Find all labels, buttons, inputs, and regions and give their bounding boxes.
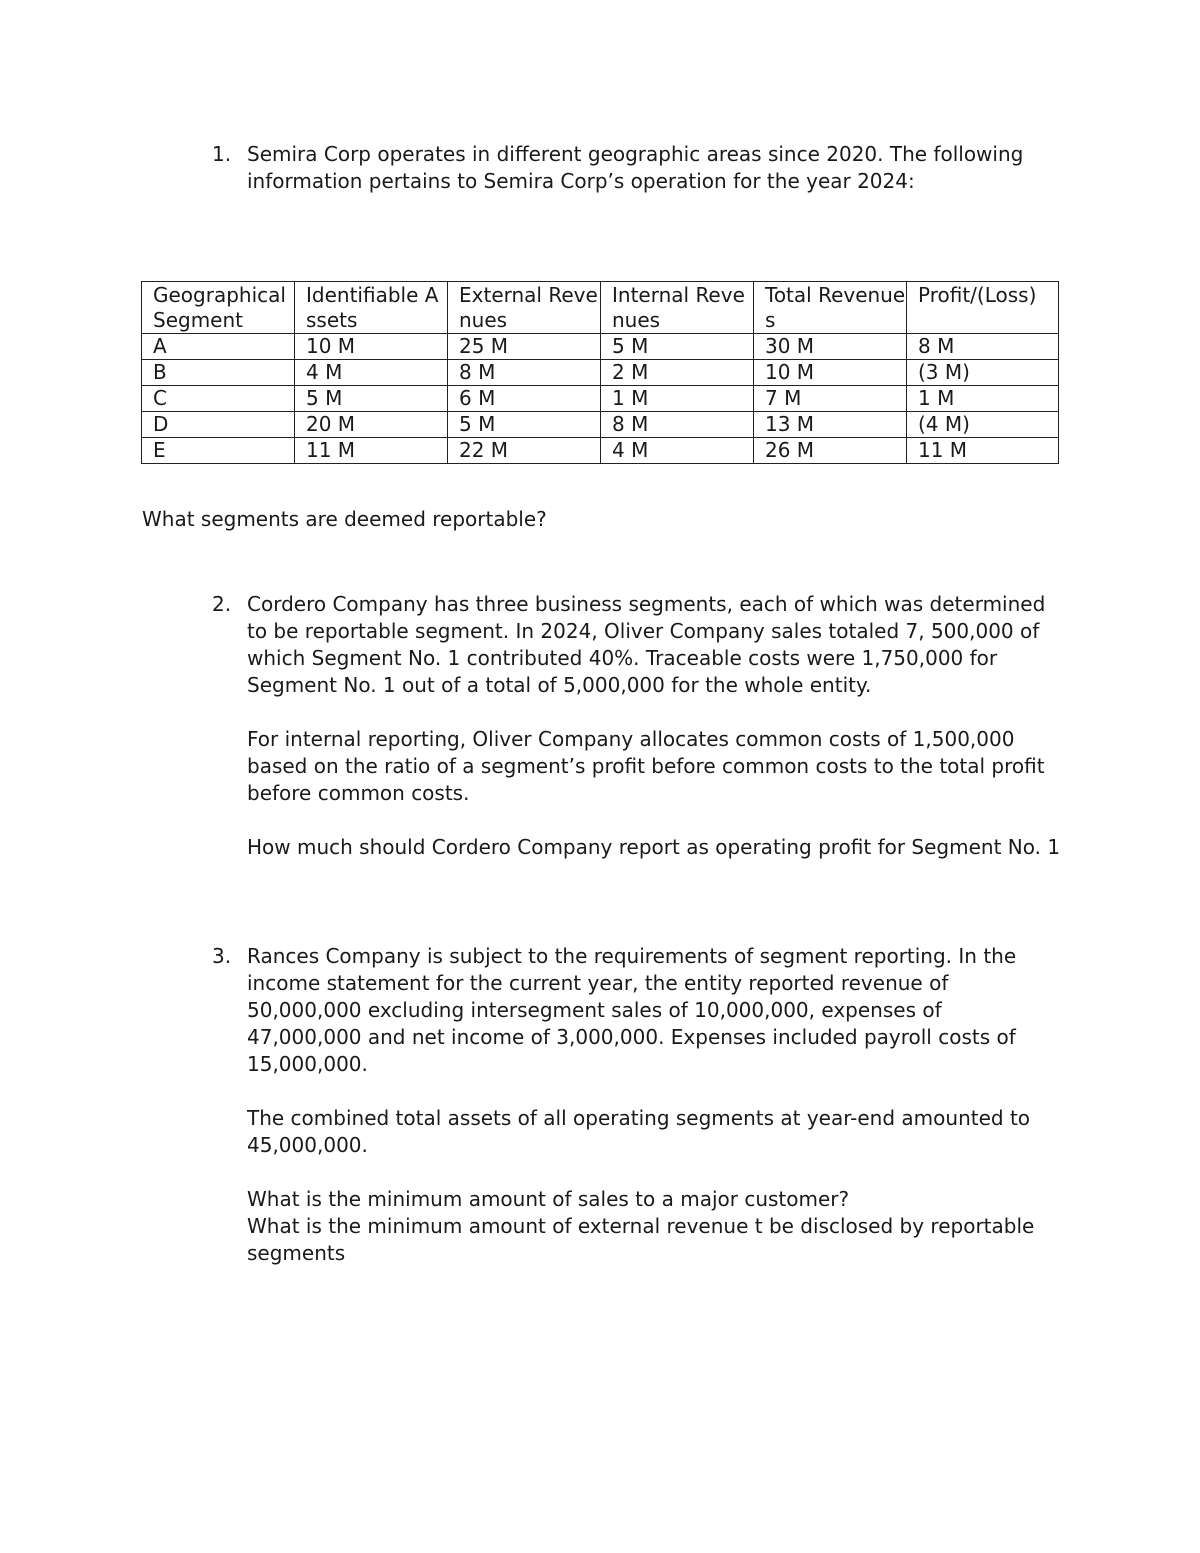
question-2-paragraph: Cordero Company has three business segments, each of which was determined to be reportable segment. In 2024, Oliver Company sales totaled 7, 500,000 of which Segment No. 1 contributed 40%. Traceable costs were 1,750,000 for Segment No. 1 out of a total of 5,000,000 for the whole entity.: [247, 592, 1046, 697]
segment-table: [141, 281, 1059, 464]
table-cell: (4 M): [907, 412, 1059, 438]
question-3-prompt-line: What is the minimum amount of external revenue t be disclosed by reportable segments: [247, 1214, 1035, 1265]
table-cell: 5 M: [448, 412, 601, 438]
question-2-paragraph: For internal reporting, Oliver Company allocates common costs of 1,500,000 based on the ratio of a segment’s profit before common costs to the total profit before common costs.: [247, 727, 1045, 805]
table-header-cell: Internal Revenues: [601, 282, 754, 334]
table-cell: 13 M: [754, 412, 907, 438]
table-cell: 30 M: [754, 334, 907, 360]
question-3-number: 3.: [212, 944, 232, 968]
table-cell: B: [142, 360, 295, 386]
table-header-cell: Geographical Segment: [142, 282, 295, 334]
table-cell: D: [142, 412, 295, 438]
question-3-paragraph: Rances Company is subject to the requirements of segment reporting. In the income statement for the current year, the entity reported revenue of 50,000,000 excluding intersegment sales of 10,000,000, expenses of 47,000,000 and net income of 3,000,000. Expenses included payroll costs of 15,000,000.: [247, 944, 1017, 1076]
question-2: [212, 591, 1062, 861]
question-2-number: 2.: [212, 592, 232, 616]
question-1-prompt: What segments are deemed reportable?: [142, 507, 547, 531]
question-3-prompt: [247, 1186, 1062, 1267]
table-cell: 4 M: [295, 360, 448, 386]
table-cell: 8 M: [601, 412, 754, 438]
question-1: [212, 141, 1062, 195]
table-cell: 11 M: [295, 438, 448, 464]
table-cell: 25 M: [448, 334, 601, 360]
table-cell: 22 M: [448, 438, 601, 464]
table-cell: 20 M: [295, 412, 448, 438]
table-cell: 2 M: [601, 360, 754, 386]
table-cell: 8 M: [907, 334, 1059, 360]
table-cell: E: [142, 438, 295, 464]
table-cell: 1 M: [907, 386, 1059, 412]
table-row: [142, 412, 1059, 438]
table-cell: 8 M: [448, 360, 601, 386]
table-cell: 5 M: [601, 334, 754, 360]
question-1-number: 1.: [212, 142, 232, 166]
table-cell: C: [142, 386, 295, 412]
table-cell: 10 M: [754, 360, 907, 386]
table-header-cell: Profit/(Loss): [907, 282, 1059, 334]
table-row: [142, 334, 1059, 360]
question-1-text: Semira Corp operates in different geographic areas since 2020. The following information pertains to Semira Corp’s operation for the year 2024:: [247, 142, 1024, 193]
table-cell: 1 M: [601, 386, 754, 412]
table-cell: 26 M: [754, 438, 907, 464]
table-cell: 10 M: [295, 334, 448, 360]
table-row: [142, 438, 1059, 464]
table-row: [142, 386, 1059, 412]
table-cell: A: [142, 334, 295, 360]
question-3-prompt-line: What is the minimum amount of sales to a major customer?: [247, 1187, 850, 1211]
table-header-cell: Identifiable Assets: [295, 282, 448, 334]
table-header-cell: Total Revenues: [754, 282, 907, 334]
table-header-cell: External Revenues: [448, 282, 601, 334]
question-2-prompt: How much should Cordero Company report as operating profit for Segment No. 1: [247, 835, 1061, 859]
table-cell: 5 M: [295, 386, 448, 412]
table-header-row: [142, 282, 1059, 334]
table-cell: 4 M: [601, 438, 754, 464]
table-cell: 11 M: [907, 438, 1059, 464]
table-row: [142, 360, 1059, 386]
table-cell: (3 M): [907, 360, 1059, 386]
table-cell: 7 M: [754, 386, 907, 412]
question-3-paragraph: The combined total assets of all operating segments at year-end amounted to 45,000,000.: [247, 1106, 1031, 1157]
question-3: [212, 943, 1062, 1267]
table-cell: 6 M: [448, 386, 601, 412]
